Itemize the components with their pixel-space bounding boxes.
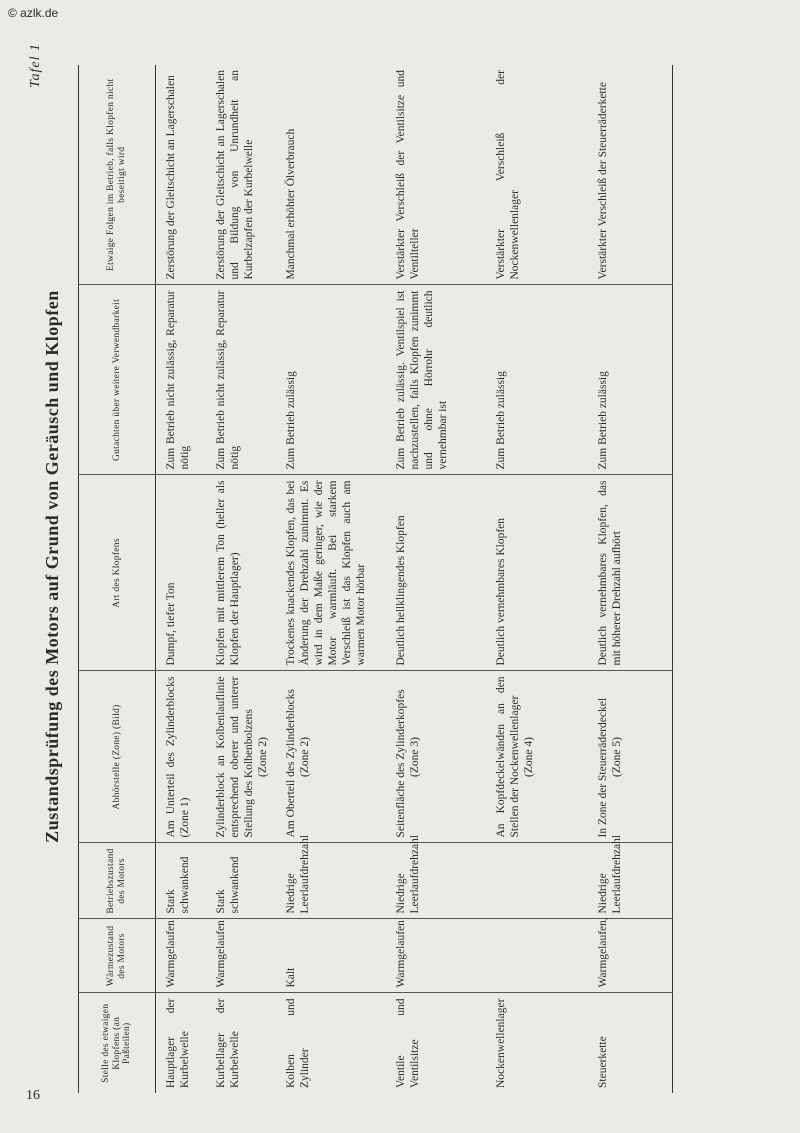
cell-betrieb <box>486 843 588 919</box>
cell-betrieb: Stark schwankend <box>206 843 276 919</box>
cell-folgen: Zerstörung der Gleitschicht an Lagerschalen <box>156 65 207 285</box>
cell-betrieb: Niedrige Leerlaufdrehzahl <box>588 843 673 919</box>
table-row <box>386 65 486 1093</box>
zone-label: (Zone 5) <box>611 737 624 777</box>
abhoer-text: In Zone der Steuerräderdeckel <box>597 697 610 838</box>
zone-label: (Zone 2) <box>299 737 312 777</box>
watermark: © azlk.de <box>8 6 59 20</box>
cell-stelle: Hauptlager der Kurbelwelle <box>165 998 192 1088</box>
cell-waerme: Warmgelaufen <box>206 919 276 993</box>
cell-abhoer <box>588 671 673 843</box>
cell-stelle: Kolben und Zylinder <box>285 998 312 1088</box>
cell-art: Dumpf, tiefer Ton <box>156 475 207 671</box>
header-row <box>79 65 156 1093</box>
cell-waerme <box>486 919 588 993</box>
zone-label: (Zone 4) <box>523 737 536 777</box>
cell-art: Trockenes knackendes Klopfen, das bei Änderung der Drehzahl zunimmt. Es wird in dem Maße geringer, wie der Motor warmläuft. Bei starkem Verschleiß ist das Klopfen auch am warmen Motor hörbar <box>276 475 386 671</box>
header-art: Art des Klopfens <box>79 475 156 671</box>
abhoer-text: An Kopfdeckelwänden an den Stellen der Nockenwellenlager <box>495 676 522 838</box>
cell-gutachten: Zum Betrieb zulässig <box>486 285 588 475</box>
zone-label: (Zone 3) <box>409 737 422 777</box>
cell-art: Deutlich vernehmbares Klopfen, das mit höherer Drehzahl aufhört <box>588 475 673 671</box>
table-row <box>156 65 207 1093</box>
cell-abhoer <box>386 671 486 843</box>
cell-waerme: Warmgelaufen <box>156 919 207 993</box>
cell-betrieb: Niedrige Leerlaufdrehzahl <box>386 843 486 919</box>
cell-stelle: Steuerkette <box>597 1036 610 1088</box>
cell-stelle: Nockenwellenlager <box>495 998 508 1088</box>
cell-art: Deutlich hellklingendes Klopfen <box>386 475 486 671</box>
cell-folgen: Verstärkter Verschleiß der Ventilsitze und Ventilteller <box>386 65 486 285</box>
table-row <box>206 65 276 1093</box>
abhoer-text: Am Oberteil des Zylinderblocks <box>285 688 298 838</box>
cell-waerme: Warmgelaufen, <box>588 919 673 993</box>
header-abhoer: Abhörstelle (Zone) (Bild) <box>79 671 156 843</box>
cell-waerme: Warmgelaufen <box>386 919 486 993</box>
cell-art: Deutlich vernehmbares Klopfen <box>486 475 588 671</box>
abhoer-text: Seitenfläche des Zylinderkopfes <box>395 689 408 838</box>
header-folgen: Etwaige Folgen im Betrieb, falls Klopfen nicht beseitigt wird <box>79 65 156 285</box>
page-title: Zustandsprüfung des Motors auf Grund von Geräusch und Klopfen <box>42 290 62 843</box>
cell-gutachten: Zum Betrieb nicht zulässig, Reparatur nötig <box>206 285 276 475</box>
zone-label: (Zone 2) <box>257 737 270 777</box>
abhoer-text: Zylinderblock an Kolbenlauflinie entsprechend oberer und unterer Stellung des Kolbenbolzens <box>215 676 256 838</box>
page-number: 16 <box>26 1088 40 1103</box>
cell-stelle: Kurbellager der Kurbelwelle <box>215 998 242 1088</box>
cell-waerme: Kalt <box>276 919 386 993</box>
cell-gutachten: Zum Betrieb nicht zulässig, Reparatur nötig <box>156 285 207 475</box>
cell-gutachten: Zum Betrieb zulässig. Ventilspiel ist nachzustellen, falls Klopfen zunimmt und ohne Hörrohr deutlich vernehmbar ist <box>386 285 486 475</box>
cell-folgen: Verstärkter Verschleiß der Steuerräderkette <box>588 65 673 285</box>
cell-betrieb: Niedrige Leerlaufdrehzahl <box>276 843 386 919</box>
header-stelle: Stelle des etwaigen Klopfens (an Paßteilen) <box>100 1003 133 1083</box>
cell-gutachten: Zum Betrieb zulässig <box>276 285 386 475</box>
cell-stelle: Ventile und Ventilsitze <box>395 998 422 1088</box>
cell-folgen: Verstärkter Verschleiß der Nockenwellenlager <box>486 65 588 285</box>
cell-abhoer <box>206 671 276 843</box>
cell-abhoer <box>486 671 588 843</box>
table-row <box>588 65 673 1093</box>
header-betrieb: Betriebszustand des Motors <box>79 843 156 919</box>
cell-betrieb: Stark schwankend <box>156 843 207 919</box>
header-waerme: Wärmezustand des Motors <box>79 919 156 993</box>
cell-abhoer: Am Unterteil des Zylinderblocks (Zone 1) <box>156 671 207 843</box>
table-label: Tafel 1 <box>28 43 43 88</box>
table-row <box>486 65 588 1093</box>
table-row <box>276 65 386 1093</box>
cell-folgen: Manchmal erhöhter Ölverbrauch <box>276 65 386 285</box>
diagnosis-table <box>78 65 673 1093</box>
header-gutachten: Gutachten über weitere Verwendbarkeit <box>79 285 156 475</box>
cell-folgen: Zerstörung der Gleitschicht an Lagerschalen und Bildung von Unrundheit an Kurbelzapfen der Kurbelwelle <box>206 65 276 285</box>
cell-abhoer <box>276 671 386 843</box>
cell-gutachten: Zum Betrieb zulässig <box>588 285 673 475</box>
cell-art: Klopfen mit mittlerem Ton (heller als Klopfen der Hauptlager) <box>206 475 276 671</box>
